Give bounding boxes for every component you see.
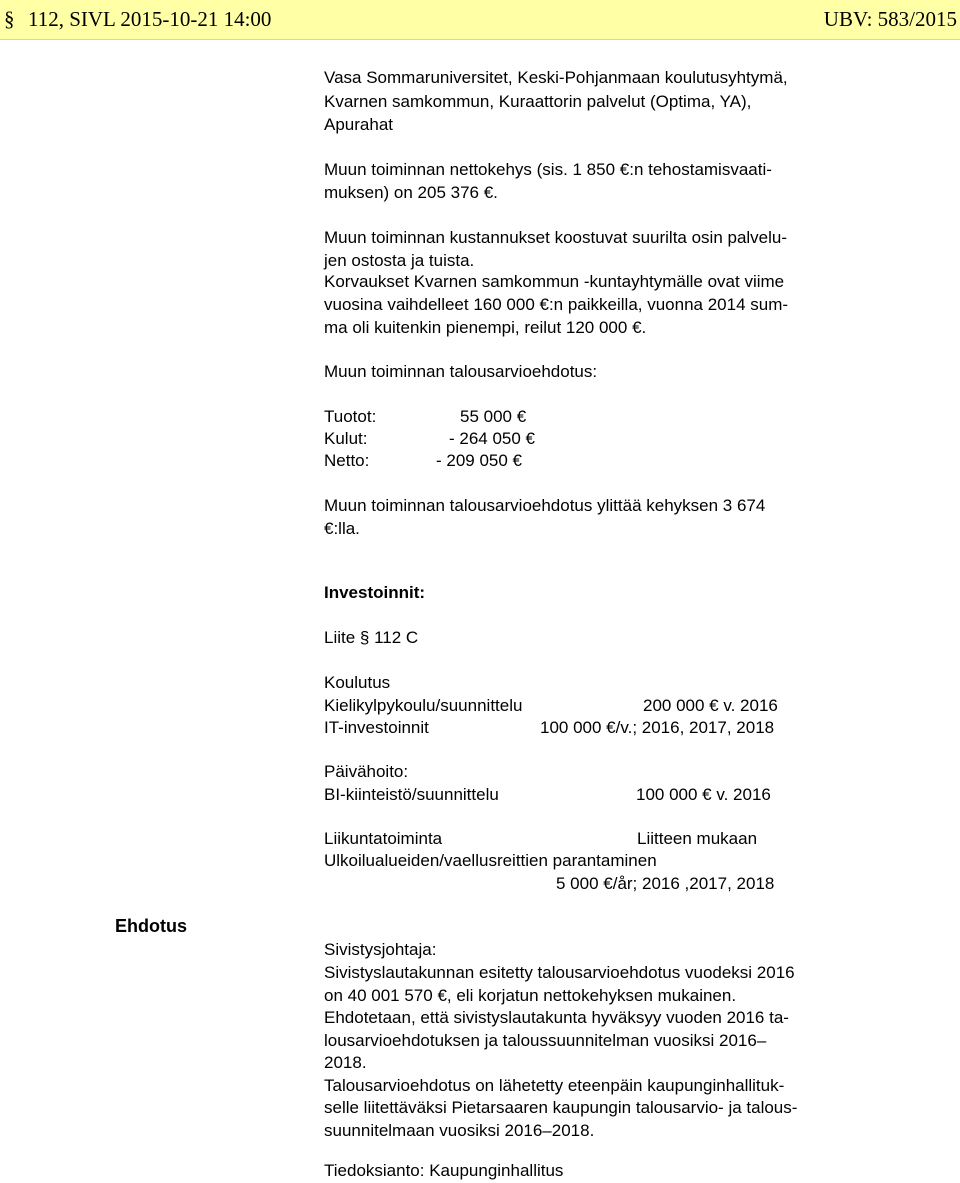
koulutus-item-amount-2: 100 000 €/v.; 2016, 2017, 2018	[540, 718, 775, 737]
intro-line-2: Kvarnen samkommun, Kuraattorin palvelut (Optima, YA),	[324, 92, 752, 111]
header-case-number: UBV: 583/2015	[823, 7, 957, 31]
ehdotus-line-3: Ehdotetaan, että sivistyslautakunta hyväksyy vuoden 2016 ta-	[324, 1008, 789, 1027]
section-mark: §	[4, 7, 15, 31]
ehdotus-line-1: Sivistyslautakunnan esitetty talousarvioehdotus vuodeksi 2016	[324, 963, 795, 982]
kustannukset-line-2: jen ostosta ja tuista.	[324, 251, 475, 270]
liikunta-amount: Liitteen mukaan	[637, 829, 758, 848]
intro-line-1: Vasa Sommaruniversitet, Keski-Pohjanmaan koulutusyhtymä,	[324, 68, 788, 87]
budget-label-kulut: Kulut:	[324, 429, 368, 448]
kustannukset-line-3: Korvaukset Kvarnen samkommun -kuntayhtymälle ovat viime	[324, 272, 785, 291]
budget-value-netto: - 209 050 €	[436, 451, 523, 470]
kustannukset-line-5: ma oli kuitenkin pienempi, reilut 120 000 €.	[324, 318, 647, 337]
ulkoilu-amount: 5 000 €/år; 2016 ,2017, 2018	[556, 874, 775, 893]
liite-reference: Liite § 112 C	[324, 628, 419, 647]
ehdotus-line-6: Talousarvioehdotus on lähetetty eteenpäin kaupunginhallituk-	[324, 1076, 785, 1095]
ehdotus-line-7: selle liitettäväksi Pietarsaaren kaupungin talousarvio- ja talous-	[324, 1098, 798, 1117]
budget-heading: Muun toiminnan talousarvioehdotus:	[324, 362, 598, 381]
koulutus-item-name-2: IT-investoinnit	[324, 718, 429, 737]
ehdotus-title: Sivistysjohtaja:	[324, 940, 437, 959]
liikunta-name: Liikuntatoiminta	[324, 829, 443, 848]
koulutus-title: Koulutus	[324, 673, 391, 692]
paivahoito-item-name-1: BI-kiinteistö/suunnittelu	[324, 785, 499, 804]
header-reference: 112, SIVL 2015-10-21 14:00	[28, 7, 272, 31]
document-header	[0, 0, 960, 40]
paivahoito-title: Päivähoito:	[324, 762, 409, 781]
investoinnit-heading: Investoinnit:	[324, 583, 426, 602]
ehdotus-side-label: Ehdotus	[115, 916, 187, 936]
paivahoito-item-amount-1: 100 000 € v. 2016	[636, 785, 771, 804]
budget-label-tuotot: Tuotot:	[324, 407, 377, 426]
nettokehys-line-2: muksen) on 205 376 €.	[324, 183, 498, 202]
kustannukset-line-1: Muun toiminnan kustannukset koostuvat suurilta osin palvelu-	[324, 228, 788, 247]
budget-value-tuotot: 55 000 €	[460, 407, 527, 426]
nettokehys-line-1: Muun toiminnan nettokehys (sis. 1 850 €:n tehostamisvaati-	[324, 160, 772, 179]
budget-value-kulut: - 264 050 €	[449, 429, 536, 448]
kustannukset-line-4: vuosina vaihdelleet 160 000 €:n paikkeilla, vuonna 2014 sum-	[324, 295, 789, 314]
tiedoksianto: Tiedoksianto: Kaupunginhallitus	[324, 1161, 564, 1180]
ehdotus-line-5: 2018.	[324, 1053, 367, 1072]
ehdotus-line-2: on 40 001 570 €, eli korjatun nettokehyksen mukainen.	[324, 986, 737, 1005]
ehdotus-line-8: suunnitelmaan vuosiksi 2016–2018.	[324, 1121, 595, 1140]
ulkoilu-name: Ulkoilualueiden/vaellusreittien parantaminen	[324, 851, 657, 870]
koulutus-item-name-1: Kielikylpykoulu/suunnittelu	[324, 696, 523, 715]
ehdotus-line-4: lousarvioehdotuksen ja taloussuunnitelman vuosiksi 2016–	[324, 1031, 767, 1050]
koulutus-item-amount-1: 200 000 € v. 2016	[643, 696, 778, 715]
budget-label-netto: Netto:	[324, 451, 370, 470]
budget-note-line-2: €:lla.	[324, 519, 360, 538]
intro-line-3: Apurahat	[324, 115, 393, 134]
budget-note-line-1: Muun toiminnan talousarvioehdotus ylittää kehyksen 3 674	[324, 496, 766, 515]
